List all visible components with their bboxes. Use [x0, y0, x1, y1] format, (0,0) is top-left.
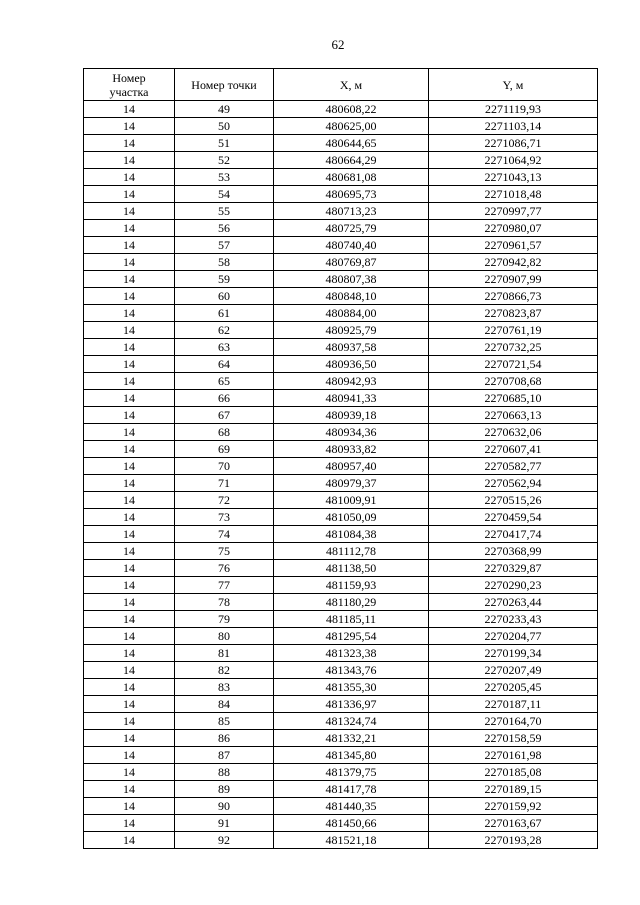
cell-point-number: 61: [175, 305, 274, 322]
cell-point-number: 79: [175, 611, 274, 628]
cell-point-number: 63: [175, 339, 274, 356]
header-row: [84, 69, 598, 101]
cell-y: 2270417,74: [429, 526, 598, 543]
cell-y: 2270582,77: [429, 458, 598, 475]
cell-point-number: 49: [175, 101, 274, 118]
cell-point-number: 92: [175, 832, 274, 849]
cell-x: 481185,11: [274, 611, 429, 628]
table-row: [84, 509, 598, 526]
table-row: [84, 662, 598, 679]
cell-y: 2270290,23: [429, 577, 598, 594]
cell-point-number: 59: [175, 271, 274, 288]
table-row: [84, 543, 598, 560]
cell-point-number: 85: [175, 713, 274, 730]
cell-y: 2270708,68: [429, 373, 598, 390]
table-row: [84, 322, 598, 339]
cell-x: 481343,76: [274, 662, 429, 679]
table-row: [84, 254, 598, 271]
cell-y: 2270721,54: [429, 356, 598, 373]
table-row: [84, 271, 598, 288]
cell-plot-number: 14: [84, 713, 175, 730]
cell-y: 2270199,34: [429, 645, 598, 662]
cell-plot-number: 14: [84, 679, 175, 696]
cell-plot-number: 14: [84, 169, 175, 186]
table-row: [84, 832, 598, 849]
cell-point-number: 57: [175, 237, 274, 254]
cell-point-number: 66: [175, 390, 274, 407]
table-row: [84, 101, 598, 118]
header-plot-line2: участка: [109, 84, 149, 99]
table-row: [84, 237, 598, 254]
cell-point-number: 80: [175, 628, 274, 645]
table-row: [84, 594, 598, 611]
table-row: [84, 373, 598, 390]
cell-y: 2271086,71: [429, 135, 598, 152]
cell-plot-number: 14: [84, 747, 175, 764]
cell-x: 481138,50: [274, 560, 429, 577]
cell-y: 2270204,77: [429, 628, 598, 645]
cell-point-number: 78: [175, 594, 274, 611]
cell-y: 2270607,41: [429, 441, 598, 458]
cell-y: 2270163,67: [429, 815, 598, 832]
header-x: X, м: [274, 69, 429, 101]
table-row: [84, 169, 598, 186]
cell-plot-number: 14: [84, 271, 175, 288]
cell-plot-number: 14: [84, 815, 175, 832]
cell-x: 481323,38: [274, 645, 429, 662]
cell-y: 2270161,98: [429, 747, 598, 764]
cell-point-number: 87: [175, 747, 274, 764]
cell-plot-number: 14: [84, 441, 175, 458]
cell-plot-number: 14: [84, 203, 175, 220]
cell-y: 2270562,94: [429, 475, 598, 492]
cell-plot-number: 14: [84, 560, 175, 577]
cell-plot-number: 14: [84, 101, 175, 118]
page-number: 62: [331, 37, 345, 52]
cell-x: 481355,30: [274, 679, 429, 696]
cell-plot-number: 14: [84, 288, 175, 305]
cell-plot-number: 14: [84, 543, 175, 560]
cell-x: 480941,33: [274, 390, 429, 407]
cell-point-number: 51: [175, 135, 274, 152]
cell-point-number: 67: [175, 407, 274, 424]
cell-plot-number: 14: [84, 390, 175, 407]
cell-y: 2271043,13: [429, 169, 598, 186]
table-row: [84, 628, 598, 645]
cell-y: 2270761,19: [429, 322, 598, 339]
cell-x: 480625,00: [274, 118, 429, 135]
table-row: [84, 339, 598, 356]
cell-point-number: 69: [175, 441, 274, 458]
cell-x: 480725,79: [274, 220, 429, 237]
cell-plot-number: 14: [84, 798, 175, 815]
cell-x: 481050,09: [274, 509, 429, 526]
table-row: [84, 577, 598, 594]
header-plot-number: [84, 69, 175, 101]
cell-y: 2270233,43: [429, 611, 598, 628]
cell-point-number: 74: [175, 526, 274, 543]
cell-point-number: 86: [175, 730, 274, 747]
cell-point-number: 65: [175, 373, 274, 390]
cell-plot-number: 14: [84, 407, 175, 424]
cell-x: 481295,54: [274, 628, 429, 645]
cell-plot-number: 14: [84, 424, 175, 441]
cell-plot-number: 14: [84, 611, 175, 628]
cell-plot-number: 14: [84, 356, 175, 373]
cell-x: 481345,80: [274, 747, 429, 764]
cell-plot-number: 14: [84, 373, 175, 390]
cell-point-number: 52: [175, 152, 274, 169]
table-row: [84, 118, 598, 135]
cell-x: 480807,38: [274, 271, 429, 288]
cell-point-number: 60: [175, 288, 274, 305]
cell-x: 480848,10: [274, 288, 429, 305]
cell-y: 2270663,13: [429, 407, 598, 424]
cell-point-number: 84: [175, 696, 274, 713]
cell-plot-number: 14: [84, 135, 175, 152]
table-row: [84, 526, 598, 543]
cell-y: 2270823,87: [429, 305, 598, 322]
cell-point-number: 81: [175, 645, 274, 662]
cell-plot-number: 14: [84, 254, 175, 271]
cell-x: 481159,93: [274, 577, 429, 594]
cell-x: 480681,08: [274, 169, 429, 186]
cell-y: 2270368,99: [429, 543, 598, 560]
table-row: [84, 815, 598, 832]
cell-y: 2270997,77: [429, 203, 598, 220]
table-row: [84, 186, 598, 203]
cell-x: 480979,37: [274, 475, 429, 492]
cell-y: 2270515,26: [429, 492, 598, 509]
table-row: [84, 696, 598, 713]
cell-y: 2270189,15: [429, 781, 598, 798]
cell-x: 480608,22: [274, 101, 429, 118]
table-row: [84, 798, 598, 815]
cell-y: 2271103,14: [429, 118, 598, 135]
cell-x: 480957,40: [274, 458, 429, 475]
table-row: [84, 764, 598, 781]
cell-point-number: 58: [175, 254, 274, 271]
cell-y: 2270193,28: [429, 832, 598, 849]
cell-plot-number: 14: [84, 322, 175, 339]
cell-x: 480936,50: [274, 356, 429, 373]
cell-point-number: 75: [175, 543, 274, 560]
table-row: [84, 475, 598, 492]
table-row: [84, 679, 598, 696]
cell-y: 2270942,82: [429, 254, 598, 271]
cell-x: 480695,73: [274, 186, 429, 203]
cell-point-number: 71: [175, 475, 274, 492]
cell-y: 2270907,99: [429, 271, 598, 288]
cell-x: 480933,82: [274, 441, 429, 458]
cell-y: 2270961,57: [429, 237, 598, 254]
table-row: [84, 424, 598, 441]
cell-x: 481440,35: [274, 798, 429, 815]
header-point-number: Номер точки: [175, 69, 274, 101]
cell-y: 2270732,25: [429, 339, 598, 356]
cell-x: 481521,18: [274, 832, 429, 849]
table-row: [84, 560, 598, 577]
cell-plot-number: 14: [84, 645, 175, 662]
table-row: [84, 390, 598, 407]
cell-plot-number: 14: [84, 152, 175, 169]
cell-point-number: 88: [175, 764, 274, 781]
cell-x: 480939,18: [274, 407, 429, 424]
cell-plot-number: 14: [84, 764, 175, 781]
cell-x: 480925,79: [274, 322, 429, 339]
cell-plot-number: 14: [84, 118, 175, 135]
cell-y: 2270158,59: [429, 730, 598, 747]
header-y: Y, м: [429, 69, 598, 101]
cell-point-number: 82: [175, 662, 274, 679]
table-row: [84, 203, 598, 220]
cell-y: 2270263,44: [429, 594, 598, 611]
cell-point-number: 53: [175, 169, 274, 186]
cell-point-number: 64: [175, 356, 274, 373]
cell-plot-number: 14: [84, 305, 175, 322]
cell-x: 481112,78: [274, 543, 429, 560]
table-row: [84, 730, 598, 747]
table-row: [84, 305, 598, 322]
cell-point-number: 77: [175, 577, 274, 594]
cell-point-number: 72: [175, 492, 274, 509]
cell-y: 2271064,92: [429, 152, 598, 169]
cell-x: 481379,75: [274, 764, 429, 781]
cell-x: 481009,91: [274, 492, 429, 509]
cell-y: 2270980,07: [429, 220, 598, 237]
cell-x: 481450,66: [274, 815, 429, 832]
cell-x: 480934,36: [274, 424, 429, 441]
table-row: [84, 611, 598, 628]
coordinates-table: [83, 68, 598, 849]
table-row: [84, 220, 598, 237]
table-row: [84, 492, 598, 509]
table-body: [84, 101, 598, 849]
cell-y: 2270866,73: [429, 288, 598, 305]
cell-y: 2270164,70: [429, 713, 598, 730]
table-row: [84, 407, 598, 424]
cell-plot-number: 14: [84, 594, 175, 611]
cell-x: 480740,40: [274, 237, 429, 254]
cell-y: 2270329,87: [429, 560, 598, 577]
table-row: [84, 713, 598, 730]
cell-point-number: 50: [175, 118, 274, 135]
cell-point-number: 54: [175, 186, 274, 203]
cell-plot-number: 14: [84, 526, 175, 543]
cell-y: 2271119,93: [429, 101, 598, 118]
cell-plot-number: 14: [84, 577, 175, 594]
cell-y: 2270459,54: [429, 509, 598, 526]
cell-point-number: 89: [175, 781, 274, 798]
table-row: [84, 152, 598, 169]
cell-x: 480937,58: [274, 339, 429, 356]
cell-plot-number: 14: [84, 662, 175, 679]
cell-point-number: 76: [175, 560, 274, 577]
cell-y: 2270207,49: [429, 662, 598, 679]
cell-x: 481332,21: [274, 730, 429, 747]
cell-plot-number: 14: [84, 339, 175, 356]
cell-point-number: 73: [175, 509, 274, 526]
cell-point-number: 62: [175, 322, 274, 339]
cell-x: 481180,29: [274, 594, 429, 611]
cell-point-number: 68: [175, 424, 274, 441]
cell-x: 481324,74: [274, 713, 429, 730]
cell-plot-number: 14: [84, 781, 175, 798]
cell-x: 480664,29: [274, 152, 429, 169]
table-row: [84, 288, 598, 305]
cell-y: 2271018,48: [429, 186, 598, 203]
cell-x: 481084,38: [274, 526, 429, 543]
cell-point-number: 70: [175, 458, 274, 475]
cell-plot-number: 14: [84, 186, 175, 203]
cell-plot-number: 14: [84, 730, 175, 747]
cell-plot-number: 14: [84, 509, 175, 526]
cell-x: 480713,23: [274, 203, 429, 220]
cell-y: 2270159,92: [429, 798, 598, 815]
cell-x: 480884,00: [274, 305, 429, 322]
cell-y: 2270685,10: [429, 390, 598, 407]
cell-plot-number: 14: [84, 832, 175, 849]
table-row: [84, 645, 598, 662]
cell-point-number: 55: [175, 203, 274, 220]
cell-point-number: 56: [175, 220, 274, 237]
cell-x: 481336,97: [274, 696, 429, 713]
cell-plot-number: 14: [84, 628, 175, 645]
header-plot-line1: Номер: [112, 70, 146, 85]
table-row: [84, 747, 598, 764]
cell-plot-number: 14: [84, 237, 175, 254]
cell-y: 2270185,08: [429, 764, 598, 781]
table-row: [84, 356, 598, 373]
table-row: [84, 441, 598, 458]
cell-x: 481417,78: [274, 781, 429, 798]
cell-point-number: 83: [175, 679, 274, 696]
cell-plot-number: 14: [84, 458, 175, 475]
cell-x: 480644,65: [274, 135, 429, 152]
table-header: [84, 69, 598, 101]
cell-x: 480769,87: [274, 254, 429, 271]
cell-y: 2270187,11: [429, 696, 598, 713]
cell-y: 2270205,45: [429, 679, 598, 696]
cell-y: 2270632,06: [429, 424, 598, 441]
table-row: [84, 135, 598, 152]
table-row: [84, 458, 598, 475]
cell-x: 480942,93: [274, 373, 429, 390]
cell-point-number: 91: [175, 815, 274, 832]
table-row: [84, 781, 598, 798]
cell-point-number: 90: [175, 798, 274, 815]
cell-plot-number: 14: [84, 696, 175, 713]
cell-plot-number: 14: [84, 475, 175, 492]
cell-plot-number: 14: [84, 220, 175, 237]
cell-plot-number: 14: [84, 492, 175, 509]
